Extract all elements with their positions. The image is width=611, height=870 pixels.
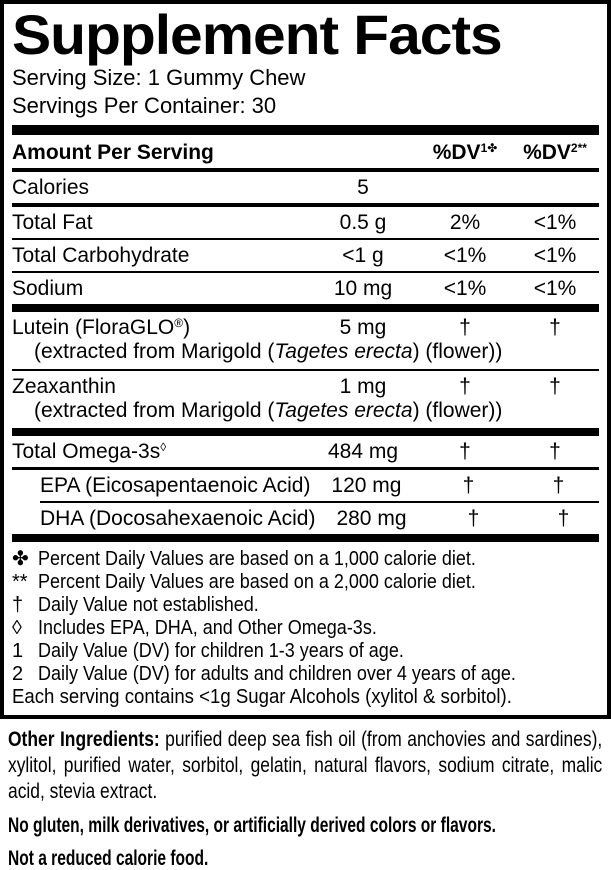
source-text: (extracted from Marigold (	[34, 340, 275, 363]
nutrient-dv2: †	[552, 473, 565, 497]
source-text-close: ) (flower))	[412, 399, 503, 422]
claim-not-reduced-calorie: Not a reduced calorie food.	[8, 847, 209, 870]
row-zeaxanthin	[12, 371, 599, 402]
other-ingredients-label: Other Ingredients:	[8, 728, 160, 751]
row-total-carbohydrate	[12, 240, 599, 271]
dv1-header-base: %DV	[432, 141, 481, 164]
divider-thick	[12, 428, 599, 436]
nutrient-name: Total Carbohydrate	[12, 243, 190, 267]
nutrient-name: EPA (Eicosapentaenoic Acid)	[40, 473, 311, 497]
footnote-lozenge	[12, 617, 599, 640]
nutrient-dv1: †	[459, 315, 471, 339]
footnote-dv-children	[12, 640, 599, 663]
footnote-number: 2	[12, 663, 24, 685]
footnote-text: Percent Daily Values are based on a 1,000 calorie diet.	[38, 548, 476, 570]
row-zeaxanthin-source	[12, 399, 599, 428]
row-lutein	[12, 312, 599, 343]
amount-per-serving-header: Amount Per Serving	[12, 141, 214, 164]
dv2-header-base: %DV	[523, 141, 571, 164]
footnote-text: Daily Value (DV) for children 1-3 years of age.	[38, 640, 404, 662]
footnote-text: Includes EPA, DHA, and Other Omega-3s.	[38, 617, 377, 639]
dv2-column-header	[511, 141, 599, 165]
dv1-header-superscript: 1✤	[480, 141, 498, 155]
row-dha	[12, 503, 599, 534]
footnote-sugar-alcohols	[12, 686, 599, 709]
nutrient-name	[12, 440, 307, 464]
nutrient-amount: 0.5 g	[339, 210, 387, 234]
nutrient-name-close: )	[183, 315, 191, 339]
footnotes	[12, 548, 599, 711]
footnote-dv2-basis	[12, 571, 599, 594]
footnote-dv1-basis	[12, 548, 599, 571]
nutrient-name	[12, 316, 307, 340]
nutrient-name: Total Fat	[12, 210, 93, 234]
footnote-text: Daily Value not established.	[38, 594, 259, 616]
row-total-omega3	[12, 436, 599, 467]
nutrient-name: Sodium	[12, 276, 84, 300]
double-asterisk-symbol: **	[12, 571, 28, 593]
nutrient-dv1: †	[459, 374, 471, 398]
lozenge-symbol: ◊	[12, 617, 22, 639]
row-epa	[12, 470, 599, 501]
other-ingredients	[8, 727, 602, 805]
nutrient-dv1: 2%	[449, 210, 481, 234]
nutrient-amount: 5	[357, 175, 369, 199]
divider-thick	[12, 304, 599, 312]
serving-size: Serving Size: 1 Gummy Chew	[12, 65, 306, 90]
four-petal-asterisk-symbol: ✤	[12, 548, 29, 570]
nutrient-name-text: Total Omega-3s	[12, 439, 161, 463]
dv2-header-superscript: 2**	[570, 141, 587, 155]
dagger-symbol: †	[12, 594, 24, 616]
nutrient-dv2: <1%	[533, 210, 577, 234]
divider-thick	[12, 125, 599, 135]
row-calories	[12, 172, 599, 203]
nutrient-dv1: <1%	[443, 243, 487, 267]
nutrient-amount: 10 mg	[333, 276, 393, 300]
nutrient-name: Calories	[12, 175, 90, 199]
nutrient-dv2: †	[557, 506, 570, 530]
servings-per-container: Servings Per Container: 30	[12, 93, 277, 118]
lozenge-symbol: ◊	[160, 439, 167, 454]
nutrient-dv2: <1%	[533, 276, 577, 300]
footnote-text: Daily Value (DV) for adults and children over 4 years of age.	[38, 663, 516, 685]
footnote-text: Each serving contains <1g Sugar Alcohols (xylitol & sorbitol).	[12, 686, 512, 708]
nutrient-amount: 280 mg	[336, 506, 407, 530]
nutrient-dv1: †	[459, 439, 471, 463]
panel-title: Supplement Facts	[12, 3, 502, 66]
footnote-dagger	[12, 594, 599, 617]
nutrient-name: DHA (Docosahexaenoic Acid)	[40, 506, 316, 530]
nutrient-dv2: †	[549, 439, 561, 463]
nutrient-dv1: †	[462, 473, 475, 497]
source-text-close: ) (flower))	[412, 340, 503, 363]
nutrient-dv2: †	[549, 374, 561, 398]
nutrient-dv2: †	[549, 315, 561, 339]
source-text: (extracted from Marigold (	[34, 399, 275, 422]
nutrient-dv1: †	[467, 506, 480, 530]
column-header-row	[12, 135, 599, 168]
latin-name: Tagetes erecta	[274, 340, 413, 363]
registered-trademark-symbol: ®	[174, 315, 184, 330]
footnote-text: Percent Daily Values are based on a 2,000 calorie diet.	[38, 571, 476, 593]
row-total-fat	[12, 207, 599, 238]
divider-thick	[12, 534, 599, 542]
nutrient-name: Zeaxanthin	[12, 374, 116, 398]
latin-name: Tagetes erecta	[274, 399, 413, 422]
footnote-number: 1	[12, 640, 24, 662]
nutrient-amount: 120 mg	[331, 473, 402, 497]
nutrient-dv2: <1%	[533, 243, 577, 267]
nutrient-amount: <1 g	[342, 243, 384, 267]
nutrient-amount: 5 mg	[339, 315, 387, 339]
nutrient-dv1: <1%	[443, 276, 487, 300]
nutrient-amount: 1 mg	[339, 374, 387, 398]
nutrient-name-text: Lutein (FloraGLO	[12, 315, 175, 339]
dv1-column-header	[419, 141, 511, 165]
row-lutein-source	[12, 340, 599, 369]
claim-no-gluten: No gluten, milk derivatives, or artificially derived colors or flavors.	[8, 814, 496, 837]
row-sodium	[12, 273, 599, 304]
nutrient-amount: 484 mg	[327, 439, 399, 463]
other-ingredients-text: purified deep sea fish oil (from anchovies and sardines), xylitol, purified water, sorbitol, gelatin, natural flavors, sodium citrate, malic acid, stevia extract.	[8, 728, 603, 803]
footnote-dv-adults	[12, 663, 599, 686]
